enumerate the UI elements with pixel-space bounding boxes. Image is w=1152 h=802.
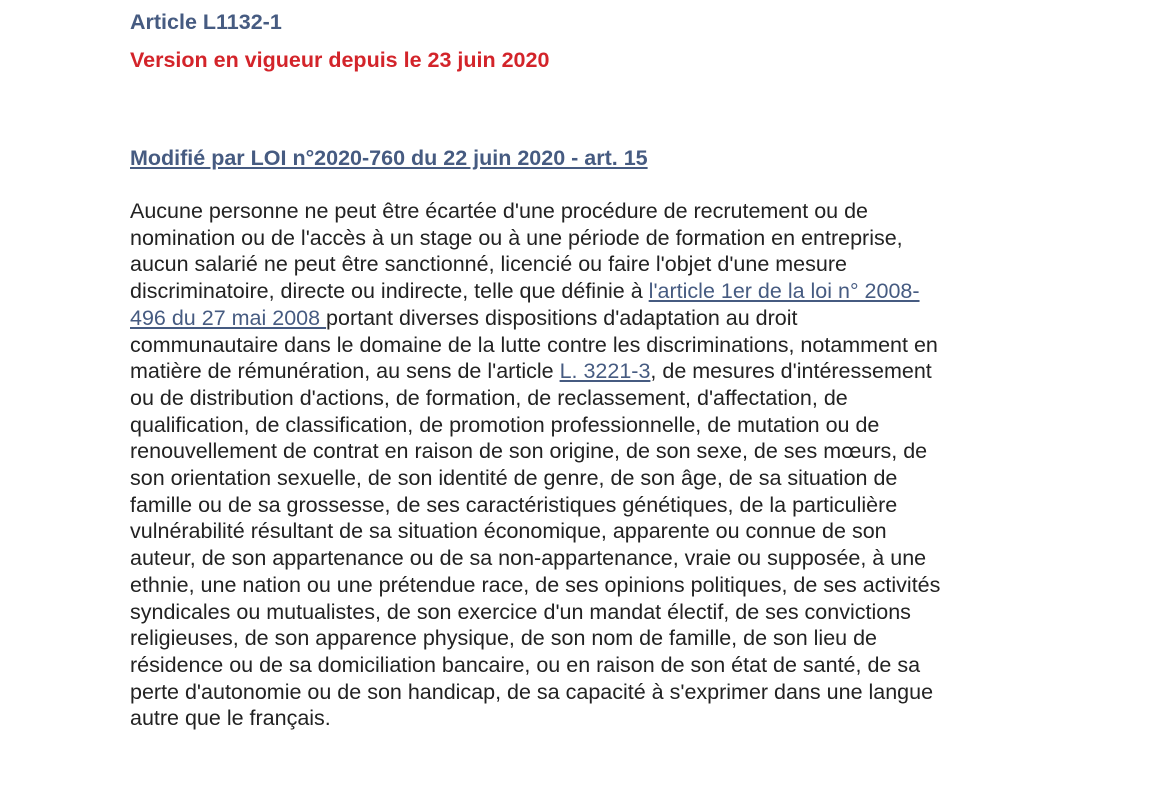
article-l3221-3-link[interactable]: L. 3221-3 — [559, 359, 651, 384]
version-status: Version en vigueur depuis le 23 juin 2020 — [130, 48, 550, 72]
body-line: aucun salarié ne peut être sanctionné, licencié ou faire l'objet d'une mesure — [130, 252, 847, 277]
body-text-segment: matière de rémunération, au sens de l'article — [130, 359, 560, 384]
body-line: ethnie, une nation ou une prétendue race, de ses opinions politiques, de ses activités — [130, 572, 941, 597]
body-line — [130, 358, 1030, 385]
body-line: qualification, de classification, de promotion professionnelle, de mutation ou de — [130, 412, 880, 437]
body-text-segment: portant diverses dispositions d'adaptation au droit — [326, 305, 798, 330]
body-line: perte d'autonomie ou de son handicap, de sa capacité à s'exprimer dans une langue — [130, 679, 934, 704]
body-line: autre que le français. — [130, 706, 331, 731]
body-line: religieuses, de son apparence physique, de son nom de famille, de son lieu de — [130, 626, 878, 651]
body-line: famille ou de sa grossesse, de ses caractéristiques génétiques, de la particulière — [130, 492, 898, 517]
body-text-segment: , de mesures d'intéressement — [650, 359, 932, 384]
body-line — [130, 278, 1030, 305]
modified-by-link[interactable]: Modifié par LOI n°2020-760 du 22 juin 2020 - art. 15 — [130, 146, 648, 170]
article-page — [130, 8, 1030, 732]
body-line: ou de distribution d'actions, de formation, de reclassement, d'affectation, de — [130, 385, 848, 410]
body-line: résidence ou de sa domiciliation bancaire, ou en raison de son état de santé, de sa — [130, 652, 921, 677]
article-title: Article L1132-1 — [130, 10, 282, 34]
body-text-segment: discriminatoire, directe ou indirecte, telle que définie à — [130, 279, 649, 304]
body-line: vulnérabilité résultant de sa situation économique, apparente ou connue de son — [130, 519, 887, 544]
law-2008-496-link-cont[interactable]: 496 du 27 mai 2008 — [130, 305, 327, 330]
body-line: nomination ou de l'accès à un stage ou à une période de formation en entreprise, — [130, 225, 903, 250]
body-line: Aucune personne ne peut être écartée d'une procédure de recrutement ou de — [130, 199, 869, 223]
body-line: renouvellement de contrat en raison de son origine, de son sexe, de ses mœurs, de — [130, 439, 928, 464]
article-body — [130, 198, 1030, 732]
law-2008-496-link[interactable]: l'article 1er de la loi n° 2008- — [648, 279, 920, 304]
body-line: communautaire dans le domaine de la lutte contre les discriminations, notamment en — [130, 332, 938, 357]
body-line: syndicales ou mutualistes, de son exercice d'un mandat électif, de ses convictions — [130, 599, 911, 624]
body-line: auteur, de son appartenance ou de sa non-appartenance, vraie ou supposée, à une — [130, 546, 927, 571]
body-line — [130, 305, 1030, 332]
body-line: son orientation sexuelle, de son identité de genre, de son âge, de sa situation de — [130, 466, 898, 491]
